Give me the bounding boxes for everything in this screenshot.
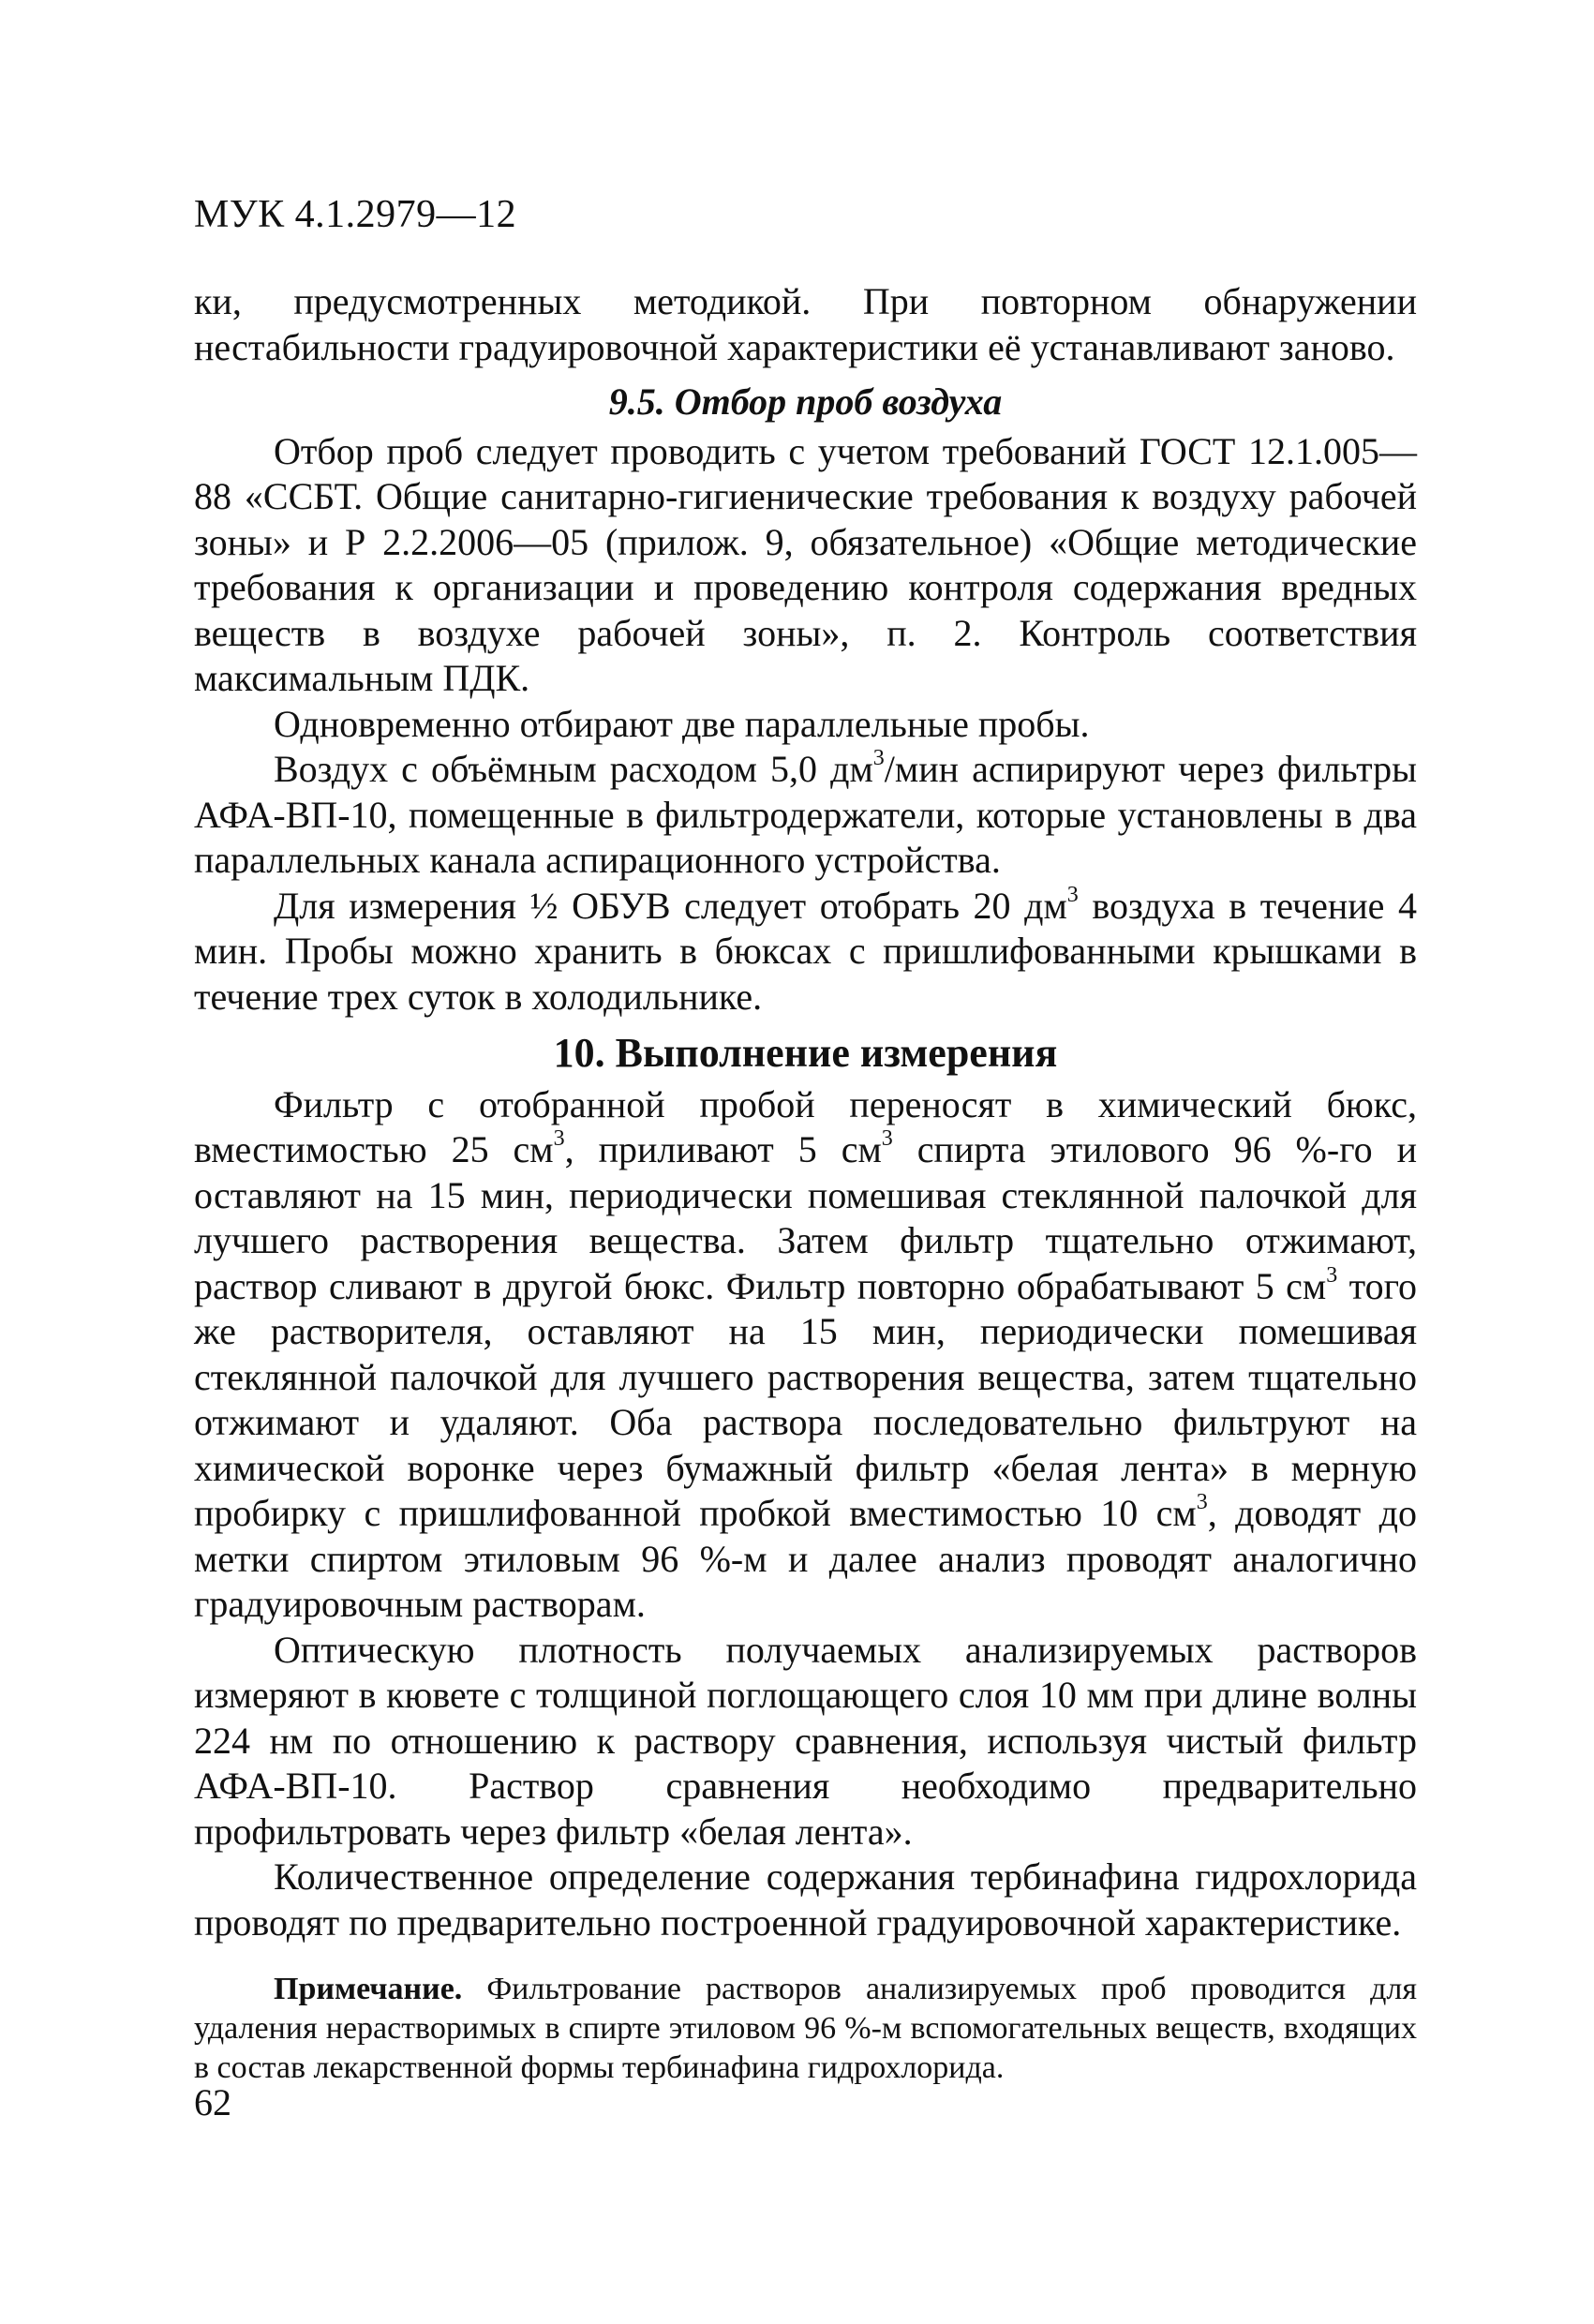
note-label: Примечание. — [274, 1972, 463, 2006]
continuation-paragraph: ки, предусмотренных методикой. При повторном обнаружении нестабильности градуировочной характеристики её устанавливают заново. — [194, 280, 1417, 368]
air-sampling-paragraph-2: Одновременно отбирают две параллельные пробы. — [274, 702, 1090, 745]
air-sampling-paragraph-4: Для измерения ½ ОБУВ следует отобрать 20 $дм^3$ воздуха в течение 4 мин. Пробы можно хранить в бюксах с пришлифованными крышками в течение трех суток в холодильнике. — [194, 882, 1417, 1018]
measurement-paragraph-1: Фильтр с отобранной пробой переносят в химический бюкс, вместимостью 25 $см^3$, приливают 5 $см^3$ спирта этилового 96 %-го и оставляют на 15 мин, периодически помешивая стеклянной палочкой для лучшего растворения вещества. Затем фильтр тщательно отжимают, раствор сливают в другой бюкс. Фильтр повторно обрабатывают 5 $см^3$ того же растворителя, оставляют на 15 мин, периодически помешивая стеклянной палочкой для лучшего растворения вещества, затем тщательно отжимают и удаляют. Оба раствора последовательно фильтруют на химической воронке через бумажный фильтр «белая лента» в мерную пробирку с пришлифованной пробкой вместимостью 10 $см^3$, доводят до метки спиртом этиловым 96 %-м и далее анализ проводят аналогично градуировочным растворам. — [194, 1082, 1417, 1625]
page-number: 62 — [194, 2081, 231, 2123]
section-heading: 10. Выполнение измерения — [553, 1030, 1058, 1076]
measurement-paragraph-3: Количественное определение содержания тербинафина гидрохлорида проводят по предварительно построенной градуировочной характеристике. — [194, 1855, 1417, 1944]
subsection-heading: 9.5. Отбор проб воздуха — [608, 380, 1003, 423]
note-text: Фильтрование растворов анализируемых проб проводится для удаления нерастворимых в спирте этиловом 96 %-м вспомогательных веществ, входящих в состав лекарственной формы тербинафина гидрохлорида. — [194, 1972, 1417, 2085]
air-sampling-paragraph-3: Воздух с объёмным расходом 5,0 $дм^3$/мин аспирируют через фильтры АФА-ВП-10, помещенные в фильтродержатели, которые установлены в два параллельных канала аспирационного устройства. — [194, 746, 1417, 881]
air-sampling-paragraph-1: Отбор проб следует проводить с учетом требований ГОСТ 12.1.005—88 «ССБТ. Общие санитарно-гигиенические требования к воздуху рабочей зоны» и Р 2.2.2006—05 (прилож. 9, обязательное) «Общие методические требования к организации и проведению контроля содержания вредных веществ в воздухе рабочей зоны», п. 2. Контроль соответствия максимальным ПДК. — [194, 429, 1417, 699]
measurement-paragraph-2: Оптическую плотность получаемых анализируемых растворов измеряют в кювете с толщиной поглощающего слоя 10 мм при длине волны 224 нм по отношению к раствору сравнения, используя чистый фильтр АФА-ВП-10. Раствор сравнения необходимо предварительно профильтровать через фильтр «белая лента». — [194, 1628, 1417, 1853]
document-body — [194, 279, 1417, 2088]
document-code-header: МУК 4.1.2979—12 — [194, 193, 517, 236]
note-paragraph — [194, 1970, 1417, 2088]
